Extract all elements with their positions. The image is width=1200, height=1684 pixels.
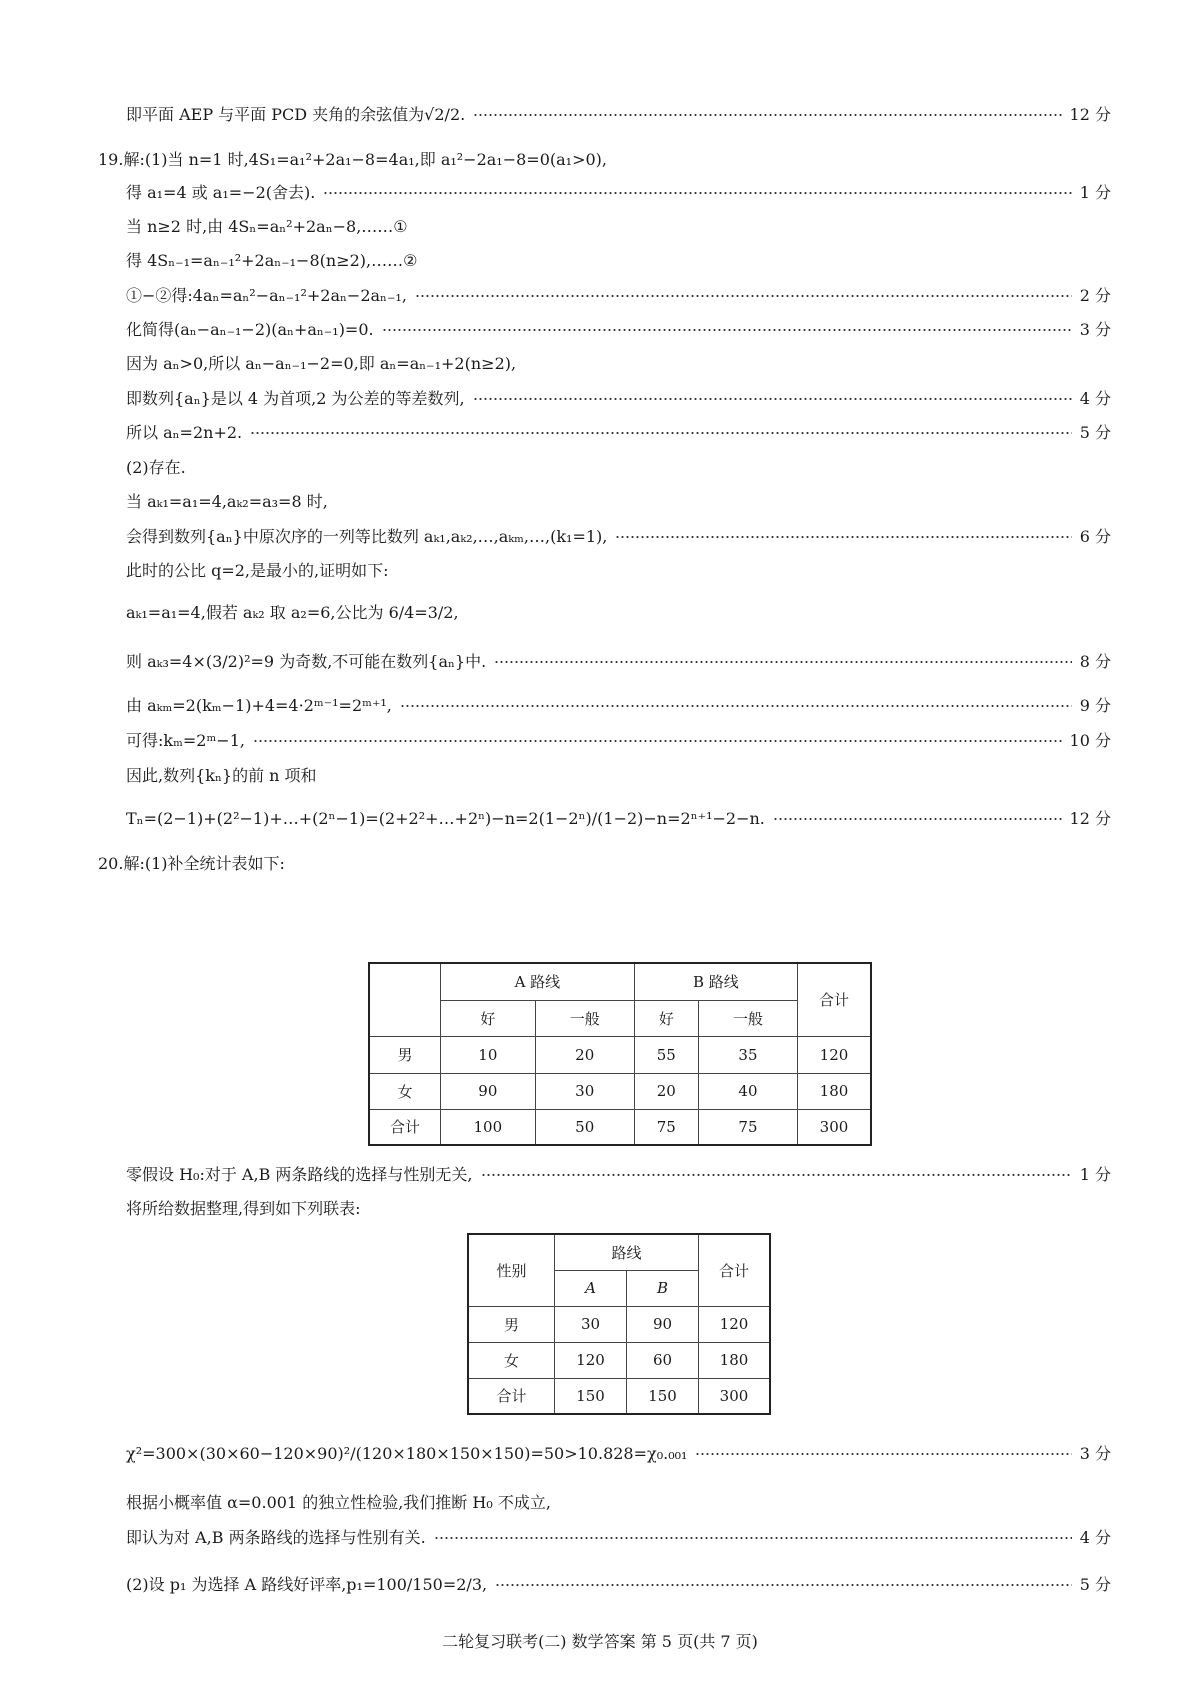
answer-line <box>126 1525 1111 1551</box>
line-text: 得 4Sₙ₋₁=aₙ₋₁²+2aₙ₋₁−8(n≥2),……② <box>126 251 418 270</box>
line-text: 即数列{aₙ}是以 4 为首项,2 为公差的等差数列, <box>126 389 465 408</box>
answer-line <box>126 558 1111 584</box>
answer-line <box>126 600 1111 626</box>
score-mark: 8 分 <box>1079 652 1111 671</box>
total-header: 合计 <box>798 963 872 1036</box>
line-text: 因此,数列{kₙ}的前 n 项和 <box>126 766 317 785</box>
line-text: 会得到数列{aₙ}中原次序的一列等比数列 aₖ₁,aₖ₂,…,aₖₘ,…,(k₁=1), <box>126 527 608 546</box>
score-mark: 5 分 <box>1079 423 1111 442</box>
answer-line <box>126 351 1111 377</box>
table-cell: 150 <box>627 1378 699 1414</box>
line-text: χ²=300×(30×60−120×90)²/(120×180×150×150)=50>10.828=χ₀.₀₀₁ <box>126 1444 688 1463</box>
table-cell: 10 <box>441 1036 536 1073</box>
dot-leader <box>615 536 1071 538</box>
dot-leader <box>323 192 1071 194</box>
row-label: 男 <box>369 1036 441 1073</box>
line-text: aₖ₁=a₁=4,假若 aₖ₂ 取 a₂=6,公比为 6/4=3/2, <box>126 603 459 622</box>
group-a-header: A 路线 <box>441 963 635 1000</box>
row-label: 女 <box>369 1073 441 1109</box>
route-a-header: A <box>555 1270 627 1306</box>
line-text: 当 n≥2 时,由 4Sₙ=aₙ²+2aₙ−8,……① <box>126 217 408 236</box>
line-text: 所以 aₙ=2n+2. <box>126 423 243 442</box>
dot-leader <box>253 740 1062 742</box>
table-row <box>468 1342 770 1378</box>
table-cell: 30 <box>535 1073 634 1109</box>
score-mark: 12 分 <box>1069 809 1111 828</box>
score-mark: 3 分 <box>1079 320 1111 339</box>
gender-header: 性别 <box>468 1234 555 1306</box>
score-mark: 12 分 <box>1069 105 1111 124</box>
answer-line <box>126 420 1111 446</box>
group-b-header: B 路线 <box>634 963 797 1000</box>
sub-header-normal: 一般 <box>535 1000 634 1036</box>
table-cell: 120 <box>798 1036 872 1073</box>
line-text: 由 aₖₘ=2(kₘ−1)+4=4·2ᵐ⁻¹=2ᵐ⁺¹, <box>126 696 392 715</box>
answer-line <box>126 489 1111 515</box>
score-mark: 2 分 <box>1079 286 1111 305</box>
sub-header-good: 好 <box>634 1000 698 1036</box>
table-cell: 90 <box>441 1073 536 1109</box>
table-row <box>369 1109 871 1145</box>
dot-leader <box>382 329 1072 331</box>
table-cell: 20 <box>634 1073 698 1109</box>
line-text: 零假设 H₀:对于 A,B 两条路线的选择与性别无关, <box>126 1165 473 1184</box>
score-mark: 4 分 <box>1079 1528 1111 1547</box>
answer-line <box>126 806 1111 832</box>
route-header: 路线 <box>555 1234 699 1270</box>
table-cell: 60 <box>627 1342 699 1378</box>
answer-line <box>98 851 1111 877</box>
sub-header-normal: 一般 <box>698 1000 797 1036</box>
table-cell: 40 <box>698 1073 797 1109</box>
answer-line <box>126 214 1111 240</box>
answer-line <box>126 1441 1111 1467</box>
answer-line <box>126 1196 1111 1222</box>
answer-line <box>126 728 1111 754</box>
answer-line <box>98 147 1111 173</box>
row-label: 女 <box>468 1342 555 1378</box>
line-text: 化简得(aₙ−aₙ₋₁−2)(aₙ+aₙ₋₁)=0. <box>126 320 374 339</box>
dot-leader <box>473 398 1072 400</box>
score-mark: 4 分 <box>1079 389 1111 408</box>
score-mark: 5 分 <box>1079 1575 1111 1594</box>
sub-header-good: 好 <box>441 1000 536 1036</box>
table-cell: 75 <box>698 1109 797 1145</box>
line-text: 此时的公比 q=2,是最小的,证明如下: <box>126 561 389 580</box>
dot-leader <box>473 114 1061 116</box>
table-cell: 180 <box>699 1342 771 1378</box>
line-text: 当 aₖ₁=a₁=4,aₖ₂=a₃=8 时, <box>126 492 328 511</box>
dot-leader <box>250 432 1072 434</box>
line-text: (2)存在. <box>126 458 186 477</box>
table-cell: 20 <box>535 1036 634 1073</box>
answer-line <box>126 248 1111 274</box>
answer-line <box>126 102 1111 128</box>
answer-line <box>126 386 1111 412</box>
dot-leader <box>434 1537 1072 1539</box>
line-text: 可得:kₘ=2ᵐ−1, <box>126 731 245 750</box>
line-text: 即平面 AEP 与平面 PCD 夹角的余弦值为√2/2. <box>126 105 466 124</box>
row-label: 男 <box>468 1306 555 1342</box>
answer-line <box>126 1572 1111 1598</box>
table-cell: 120 <box>699 1306 771 1342</box>
table-cell: 300 <box>798 1109 872 1145</box>
total-header: 合计 <box>699 1234 771 1306</box>
answer-line <box>126 455 1111 481</box>
line-text: 根据小概率值 α=0.001 的独立性检验,我们推断 H₀ 不成立, <box>126 1493 551 1512</box>
table-row <box>468 1378 770 1414</box>
row-label: 合计 <box>369 1109 441 1145</box>
answer-line <box>126 180 1111 206</box>
table-cell: 55 <box>634 1036 698 1073</box>
table-row <box>369 1073 871 1109</box>
line-text: Tₙ=(2−1)+(2²−1)+…+(2ⁿ−1)=(2+2²+…+2ⁿ)−n=2(1−2ⁿ)/(1−2)−n=2ⁿ⁺¹−2−n. <box>126 809 765 828</box>
answer-line <box>126 1490 1111 1516</box>
line-text: 19.解:(1)当 n=1 时,4S₁=a₁²+2a₁−8=4a₁,即 a₁²−2a₁−8=0(a₁>0), <box>98 150 608 169</box>
dot-leader <box>481 1174 1072 1176</box>
line-text: 则 aₖ₃=4×(3/2)²=9 为奇数,不可能在数列{aₙ}中. <box>126 652 487 671</box>
table-row <box>468 1306 770 1342</box>
table-cell: 300 <box>699 1378 771 1414</box>
dot-leader <box>773 818 1062 820</box>
line-text: 因为 aₙ>0,所以 aₙ−aₙ₋₁−2=0,即 aₙ=aₙ₋₁+2(n≥2), <box>126 354 517 373</box>
answer-line <box>126 524 1111 550</box>
dot-leader <box>400 705 1072 707</box>
line-text: 即认为对 A,B 两条路线的选择与性别有关. <box>126 1528 426 1547</box>
contingency-table <box>467 1233 771 1415</box>
answer-line <box>126 649 1111 675</box>
page-footer: 二轮复习联考(二) 数学答案 第 5 页(共 7 页) <box>442 1632 758 1651</box>
table-cell: 120 <box>555 1342 627 1378</box>
table-cell: 100 <box>441 1109 536 1145</box>
table-row <box>369 1036 871 1073</box>
score-mark: 9 分 <box>1079 696 1111 715</box>
line-text: ①−②得:4aₙ=aₙ²−aₙ₋₁²+2aₙ−2aₙ₋₁, <box>126 286 407 305</box>
score-mark: 1 分 <box>1079 183 1111 202</box>
line-text: (2)设 p₁ 为选择 A 路线好评率,p₁=100/150=2/3, <box>126 1575 488 1594</box>
answer-line <box>126 283 1111 309</box>
corner-cell <box>369 963 441 1036</box>
dot-leader <box>695 1453 1071 1455</box>
row-label: 合计 <box>468 1378 555 1414</box>
answer-line <box>126 763 1111 789</box>
table-cell: 50 <box>535 1109 634 1145</box>
dot-leader <box>415 295 1072 297</box>
table-cell: 150 <box>555 1378 627 1414</box>
line-text: 20.解:(1)补全统计表如下: <box>98 854 285 873</box>
answer-line <box>126 693 1111 719</box>
route-b-header: B <box>627 1270 699 1306</box>
answer-line <box>126 317 1111 343</box>
line-text: 得 a₁=4 或 a₁=−2(舍去). <box>126 183 316 202</box>
table-cell: 35 <box>698 1036 797 1073</box>
score-mark: 1 分 <box>1079 1165 1111 1184</box>
table-cell: 75 <box>634 1109 698 1145</box>
answer-line <box>126 1162 1111 1188</box>
table-cell: 180 <box>798 1073 872 1109</box>
dot-leader <box>495 1584 1072 1586</box>
table-cell: 30 <box>555 1306 627 1342</box>
line-text: 将所给数据整理,得到如下列联表: <box>126 1199 361 1218</box>
dot-leader <box>494 661 1072 663</box>
table-cell: 90 <box>627 1306 699 1342</box>
score-mark: 6 分 <box>1079 527 1111 546</box>
statistics-table <box>368 962 872 1146</box>
score-mark: 10 分 <box>1069 731 1111 750</box>
score-mark: 3 分 <box>1079 1444 1111 1463</box>
